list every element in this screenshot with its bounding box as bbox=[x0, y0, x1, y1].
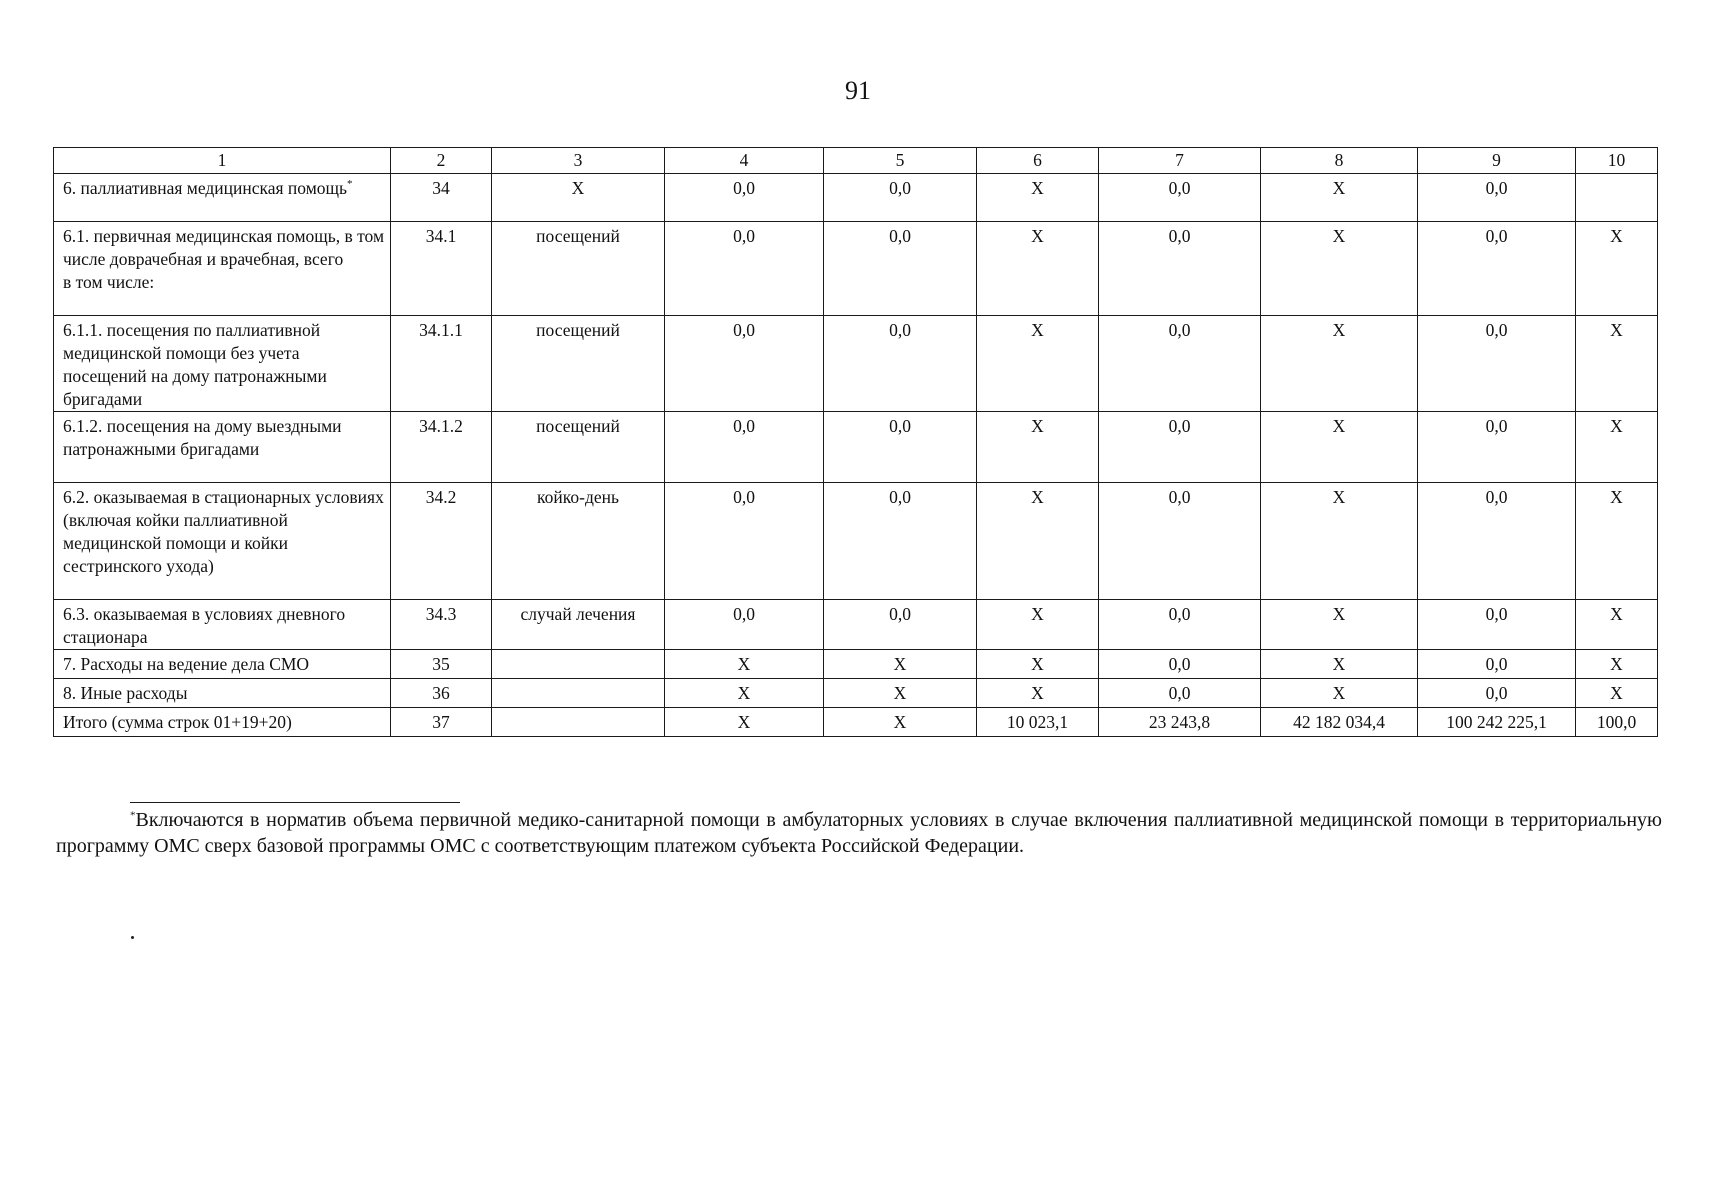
table-row bbox=[54, 316, 1658, 412]
table-cell: 0,0 bbox=[1418, 679, 1576, 708]
table-cell bbox=[492, 650, 665, 679]
table-cell: 0,0 bbox=[1418, 316, 1576, 412]
table-cell: 34.2 bbox=[391, 483, 492, 600]
table-cell: 0,0 bbox=[1099, 222, 1261, 316]
row-label: 6.1.1. посещения по паллиативной медицинской помощи без учета посещений на дому патронажными бригадами bbox=[54, 316, 391, 412]
table-row bbox=[54, 600, 1658, 650]
table-cell: X bbox=[977, 679, 1099, 708]
table-cell: 42 182 034,4 bbox=[1261, 708, 1418, 737]
column-header: 7 bbox=[1099, 148, 1261, 174]
table-cell: X bbox=[1261, 483, 1418, 600]
footnote-separator bbox=[130, 802, 460, 803]
table-cell: 0,0 bbox=[1418, 412, 1576, 483]
table-cell: X bbox=[1576, 650, 1658, 679]
table-cell: койко-день bbox=[492, 483, 665, 600]
table-cell: X bbox=[1261, 679, 1418, 708]
table-cell: 0,0 bbox=[824, 222, 977, 316]
table-row bbox=[54, 650, 1658, 679]
table-cell: посещений bbox=[492, 222, 665, 316]
row-label-cell bbox=[54, 174, 391, 222]
table-cell: 100,0 bbox=[1576, 708, 1658, 737]
table-cell: 0,0 bbox=[1099, 316, 1261, 412]
column-header: 3 bbox=[492, 148, 665, 174]
table-cell: 0,0 bbox=[1099, 174, 1261, 222]
table-cell: X bbox=[824, 708, 977, 737]
table-cell: 0,0 bbox=[824, 316, 977, 412]
table-cell: посещений bbox=[492, 316, 665, 412]
table-cell: 0,0 bbox=[665, 174, 824, 222]
table-cell: случай лечения bbox=[492, 600, 665, 650]
table-cell: X bbox=[1261, 222, 1418, 316]
table-cell: 37 bbox=[391, 708, 492, 737]
table-cell: 0,0 bbox=[1099, 679, 1261, 708]
table-cell: X bbox=[977, 316, 1099, 412]
table-cell: X bbox=[1261, 600, 1418, 650]
table-cell: посещений bbox=[492, 412, 665, 483]
table-cell: X bbox=[824, 679, 977, 708]
table-cell: 0,0 bbox=[665, 412, 824, 483]
table-cell: X bbox=[1576, 600, 1658, 650]
row-label: 6.1. первичная медицинская помощь, в том числе доврачебная и врачебная, всего в том числе: bbox=[54, 222, 391, 316]
table-cell: 0,0 bbox=[824, 600, 977, 650]
table-cell: X bbox=[977, 483, 1099, 600]
stray-dot bbox=[131, 936, 134, 939]
row-label: 8. Иные расходы bbox=[54, 679, 391, 708]
table-cell: X bbox=[1576, 222, 1658, 316]
table-cell: X bbox=[977, 222, 1099, 316]
table-cell: 0,0 bbox=[1099, 412, 1261, 483]
table-cell: X bbox=[1261, 650, 1418, 679]
row-label: 7. Расходы на ведение дела СМО bbox=[54, 650, 391, 679]
table-cell: 0,0 bbox=[665, 600, 824, 650]
table-cell: 100 242 225,1 bbox=[1418, 708, 1576, 737]
column-header: 1 bbox=[54, 148, 391, 174]
table-cell: X bbox=[492, 174, 665, 222]
data-table bbox=[53, 147, 1658, 737]
table-cell: X bbox=[1261, 412, 1418, 483]
footnote bbox=[56, 807, 1662, 859]
table-cell: X bbox=[1261, 316, 1418, 412]
table-cell: 36 bbox=[391, 679, 492, 708]
table-cell: 34.1.2 bbox=[391, 412, 492, 483]
table-cell: 0,0 bbox=[824, 412, 977, 483]
table-cell bbox=[492, 679, 665, 708]
table-cell: 0,0 bbox=[1099, 600, 1261, 650]
row-label: 6.3. оказываемая в условиях дневного стационара bbox=[54, 600, 391, 650]
table-cell: X bbox=[977, 412, 1099, 483]
table-cell: 34.1.1 bbox=[391, 316, 492, 412]
footnote-marker: * bbox=[130, 809, 136, 822]
table-cell: 0,0 bbox=[824, 483, 977, 600]
table-cell: 35 bbox=[391, 650, 492, 679]
header-row bbox=[54, 148, 1658, 174]
table-cell: 0,0 bbox=[665, 483, 824, 600]
row-label: 6. паллиативная медицинская помощь bbox=[63, 178, 347, 198]
table-cell: 34.1 bbox=[391, 222, 492, 316]
table-row bbox=[54, 483, 1658, 600]
column-header: 5 bbox=[824, 148, 977, 174]
table-cell bbox=[1576, 174, 1658, 222]
total-row bbox=[54, 708, 1658, 737]
table-cell: X bbox=[1576, 316, 1658, 412]
table-row bbox=[54, 412, 1658, 483]
column-header: 6 bbox=[977, 148, 1099, 174]
table-cell: 0,0 bbox=[1099, 483, 1261, 600]
table-cell: 23 243,8 bbox=[1099, 708, 1261, 737]
table-cell bbox=[492, 708, 665, 737]
page-number: 91 bbox=[845, 76, 871, 105]
table-cell: 34 bbox=[391, 174, 492, 222]
column-header: 4 bbox=[665, 148, 824, 174]
column-header: 2 bbox=[391, 148, 492, 174]
table-cell: X bbox=[1576, 412, 1658, 483]
row-label: 6.1.2. посещения на дому выездными патронажными бригадами bbox=[54, 412, 391, 483]
table-cell: 0,0 bbox=[1418, 483, 1576, 600]
column-header: 9 bbox=[1418, 148, 1576, 174]
table-cell: 0,0 bbox=[665, 316, 824, 412]
table-cell: X bbox=[977, 174, 1099, 222]
table-cell: X bbox=[977, 600, 1099, 650]
table-cell: X bbox=[665, 650, 824, 679]
table-cell: 0,0 bbox=[1418, 650, 1576, 679]
table-cell: X bbox=[977, 650, 1099, 679]
table-cell: X bbox=[665, 679, 824, 708]
table-cell: 0,0 bbox=[1099, 650, 1261, 679]
table-cell: 0,0 bbox=[824, 174, 977, 222]
table-cell: 0,0 bbox=[665, 222, 824, 316]
table-row bbox=[54, 222, 1658, 316]
table-cell: 34.3 bbox=[391, 600, 492, 650]
table-cell: X bbox=[1261, 174, 1418, 222]
table-cell: 0,0 bbox=[1418, 174, 1576, 222]
row-label: Итого (сумма строк 01+19+20) bbox=[54, 708, 391, 737]
table-cell: 0,0 bbox=[1418, 222, 1576, 316]
row-label: 6.2. оказываемая в стационарных условиях (включая койки паллиативной медицинской помощи и койки сестринского ухода) bbox=[54, 483, 391, 600]
footnote-marker: * bbox=[347, 178, 353, 191]
table-row bbox=[54, 679, 1658, 708]
table-cell: 0,0 bbox=[1418, 600, 1576, 650]
column-header: 8 bbox=[1261, 148, 1418, 174]
column-header: 10 bbox=[1576, 148, 1658, 174]
table-cell: 10 023,1 bbox=[977, 708, 1099, 737]
table-cell: X bbox=[824, 650, 977, 679]
footnote-text: Включаются в норматив объема первичной медико-санитарной помощи в амбулаторных условиях в случае включения паллиативной медицинской помощи в территориальную программу ОМС сверх базовой программы ОМС с соответствующим платежом субъекта Российской Федерации. bbox=[56, 809, 1662, 857]
table-cell: X bbox=[1576, 679, 1658, 708]
table-cell: X bbox=[1576, 483, 1658, 600]
table-row bbox=[54, 174, 1658, 222]
table-cell: X bbox=[665, 708, 824, 737]
